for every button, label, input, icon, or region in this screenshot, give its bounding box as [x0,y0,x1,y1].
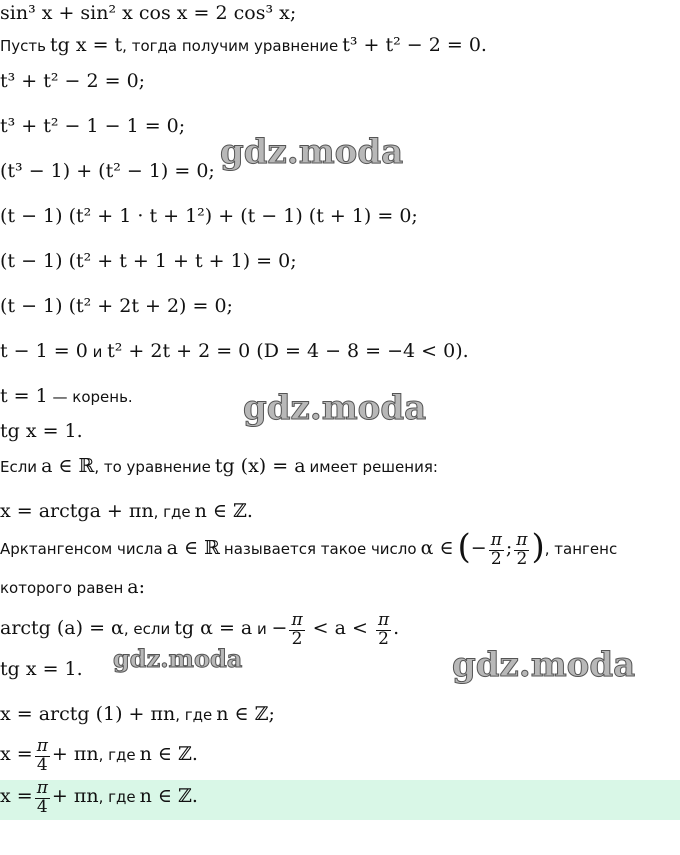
watermark-1: gdz.moda [220,132,404,172]
text-arctangensom: Арктангенсом числа [0,540,163,559]
math-plus-pin: + πn [51,743,99,766]
watermark-2: gdz.moda [243,388,427,428]
math-arctga: x = arctga + πn [0,500,154,522]
math-t-minus-1: t − 1 = 0 [0,340,88,362]
step-cubic: t³ + t² − 2 = 0; [0,70,146,92]
fraction-pi-over-4: $\frac{\pi}{4}$ [36,736,48,775]
math-sub: tg x = t [49,34,123,56]
interval-semicolon: ; [505,537,513,560]
fraction-pi-over-2: $\frac{\pi}{2}$ [490,530,502,569]
fraction-pi-2-right: $\frac{\pi}{2}$ [377,610,390,649]
step-split: t³ + t² − 1 − 1 = 0; [0,115,186,137]
step-factor3: (t − 1) (t² + 2t + 2) = 0; [0,295,233,317]
math-minus: − [271,617,288,640]
math-plus-pin-final: + πn [51,785,99,808]
interval-lparen: ( [457,527,471,568]
substitution-line [0,34,487,56]
step-group: (t³ − 1) + (t² − 1) = 0; [0,160,215,182]
text-and: и [87,343,108,361]
roots-line [0,340,469,362]
math-cubic: t³ + t² − 2 = 0. [342,34,487,56]
math-tg-x-eq-a: tg (x) = a [214,455,306,477]
text-to-uravnenie: , то уравнение [94,458,211,476]
text-nazyvaetsya: называется такое число [223,540,417,559]
interval-rparen: ) [531,527,545,568]
text-imeet: имеет решения: [309,458,438,476]
definition-line-2 [0,576,145,598]
math-quadratic: t² + 2t + 2 = 0 (D = 4 − 8 = −4 < 0). [107,340,469,362]
text-esli: Если [0,458,38,476]
math-t-eq-1: t = 1 [0,385,48,407]
general-solution [0,500,253,522]
math-n-in-z-3: n ∈ ℤ. [139,743,198,766]
math-dot: . [393,617,400,640]
fraction-pi-over-2b: $\frac{\pi}{2}$ [516,530,528,569]
equation-original: sin³ x + sin² x cos x = 2 cos³ x; [0,2,297,24]
definition-line [0,527,618,569]
math-a-colon: a: [127,576,146,598]
math-x-eq-final: x = [0,785,33,808]
final-answer [0,780,198,817]
text-pust: Пусть [0,37,46,55]
step-factor: (t − 1) (t² + 1 · t + 1²) + (t − 1) (t + 1) = 0; [0,205,418,227]
watermark-3: gdz.moda [113,644,243,673]
math-n-in-z-final: n ∈ ℤ. [139,785,198,808]
math-lt-a-lt: < a < [306,617,374,640]
rule-line [0,455,438,477]
math-x-eq: x = [0,743,33,766]
tg-eq-1-again: tg x = 1. [0,658,83,680]
arctg-1-line [0,703,275,725]
root-line [0,385,133,407]
math-arctg-1: x = arctg (1) + πn [0,703,176,725]
text-kotorogo: которого равен [0,579,124,597]
text-gde-2: , где [175,706,213,724]
text-tangens: , тангенс [544,540,618,559]
math-n-in-z-2: n ∈ ℤ; [216,703,275,725]
watermark-4: gdz.moda [452,645,636,685]
text-togda: , тогда получим уравнение [122,37,339,55]
text-i: и [252,620,272,639]
math-n-in-z: n ∈ ℤ. [194,500,253,522]
text-gde-final: , где [98,788,136,807]
math-a-in-r-2: a ∈ ℝ [166,537,220,560]
text-esli-2: , если [123,620,171,639]
pi-4-line [0,738,198,775]
math-arctg-a: arctg (a) = α [0,617,124,640]
math-a-in-r: a ∈ ℝ [41,455,95,477]
text-gde: , где [153,503,191,521]
text-gde-3: , где [98,746,136,765]
interval-minus: − [470,537,487,560]
step-factor2: (t − 1) (t² + t + 1 + t + 1) = 0; [0,250,297,272]
tg-eq-1: tg x = 1. [0,420,83,442]
math-tg-alpha: tg α = a [174,617,253,640]
text-koren: — корень. [47,388,133,406]
fraction-pi-2-left: $\frac{\pi}{2}$ [291,610,303,649]
fraction-pi-over-4-final: $\frac{\pi}{4}$ [36,778,48,817]
math-alpha-in: α ∈ [420,537,454,560]
